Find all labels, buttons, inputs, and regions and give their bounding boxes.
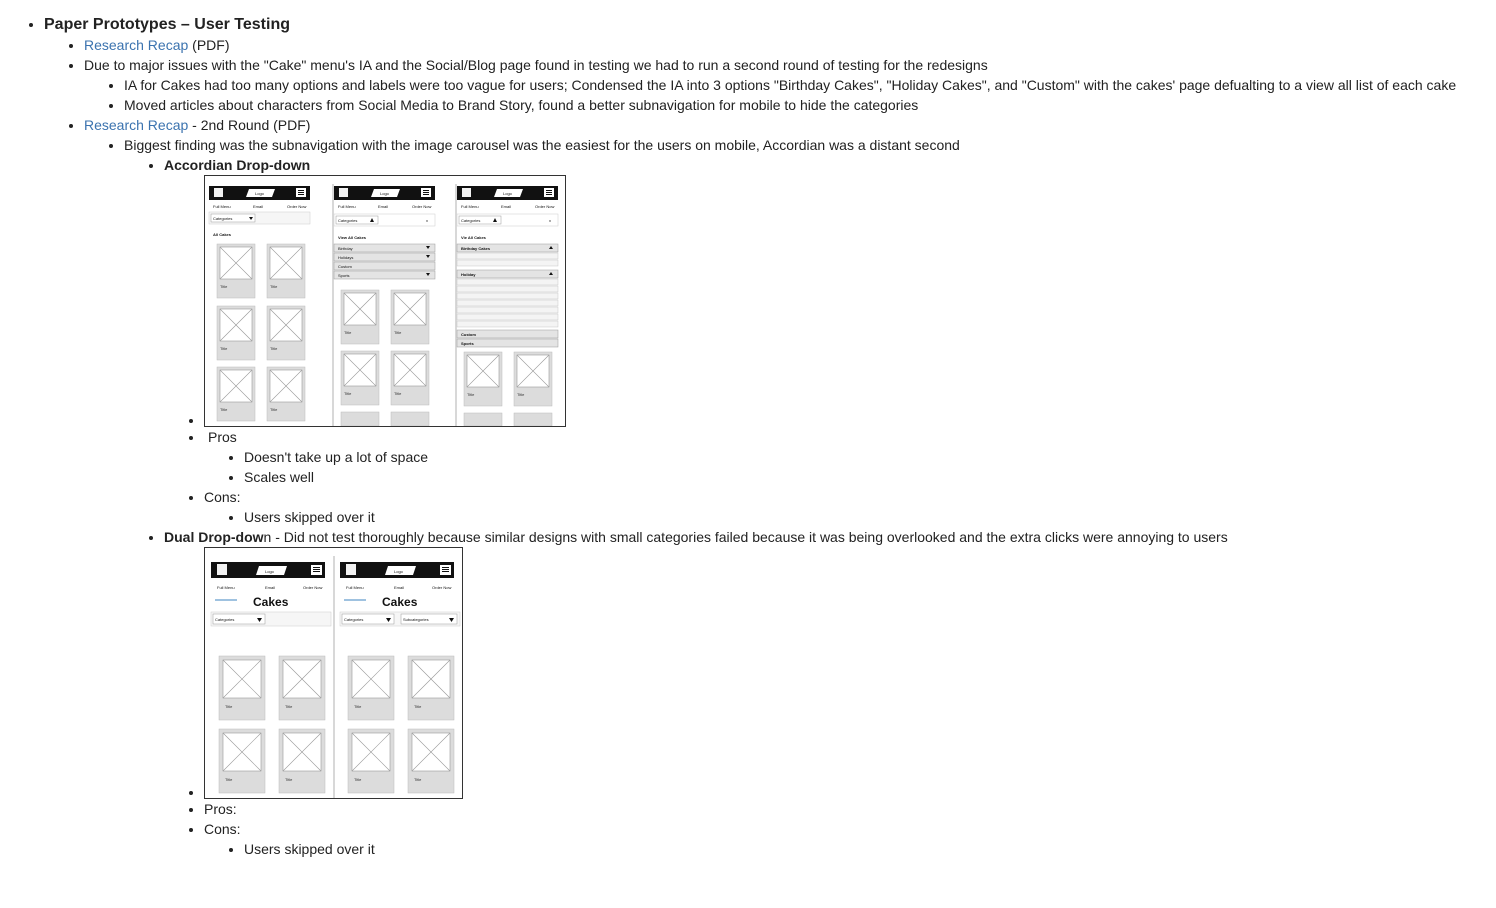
research-recap-2-suffix: - 2nd Round (PDF) [188, 117, 311, 133]
email-label: Email [265, 585, 276, 590]
list-item-research-recap [84, 35, 1496, 55]
research-recap-suffix: (PDF) [188, 37, 230, 53]
logo-label: • Logo [255, 191, 264, 196]
view-all-cakes-label: View All Cakes [338, 235, 367, 240]
item-title-label: Title [220, 284, 228, 289]
full-menu-label: Full Menu [213, 204, 231, 209]
dual-dropdown-list [0, 527, 1496, 859]
categories-label: Categories [215, 617, 235, 622]
sports-label: Sports [338, 273, 350, 278]
list-item-accordion-image [204, 175, 1496, 427]
logo-label: • Logo [265, 569, 274, 574]
dual-wireframe-svg [205, 548, 462, 798]
email-label: Email [394, 585, 405, 590]
list-item-dual-image [204, 547, 1496, 799]
categories-label: Categories [344, 617, 364, 622]
item-title-label: Title [344, 330, 352, 335]
dual-title-rest: n - Did not test thoroughly because similar designs with small categories failed because it was being overlooked and the extra clicks were annoying to users [263, 529, 1228, 545]
accordion-wireframe-image[interactable] [204, 175, 566, 427]
holidays-label: Holidays [338, 255, 354, 260]
cakes-heading: Cakes [253, 595, 289, 609]
categories-label: Categories [213, 216, 233, 221]
item-title-label: Title [467, 392, 475, 397]
logo-label: Logo [380, 191, 389, 196]
list-item-accordion-cons [204, 487, 1496, 527]
logo-label: Logo [394, 569, 403, 574]
list-item: • Scales well [244, 467, 1496, 487]
holiday-label: Holiday [461, 272, 476, 277]
email-label: Email [501, 204, 512, 209]
item-title-label: Title [270, 407, 278, 412]
item-title-label: Title [354, 777, 362, 782]
section-title: Paper Prototypes – User Testing [44, 16, 290, 33]
list-item-dual-cons [204, 819, 1496, 859]
item-title-label: Title [414, 777, 422, 782]
order-now-label: Order Now [432, 585, 452, 590]
custom-label: Custom [338, 264, 352, 269]
item-title-label: Title [270, 346, 278, 351]
accordion-title: Accordian Drop-down [164, 157, 311, 173]
list-item-research-recap-2 [84, 115, 1496, 527]
dual-cons-list [204, 839, 1496, 859]
custom-label: Custom [461, 332, 476, 337]
item-title-label: Title [414, 704, 422, 709]
finding-text: Biggest finding was the subnavigation with the image carousel was the easiest for the users on mobile, Accordian was a distant second [124, 137, 960, 153]
list-item-accordion-pros [204, 427, 1496, 487]
cakes-heading: Cakes [382, 595, 418, 609]
email-label: Email [378, 204, 389, 209]
list-item: • Doesn't take up a lot of space [244, 447, 1496, 467]
list-item-major-issues [84, 55, 1496, 115]
item-title-label: Title [517, 392, 525, 397]
accordion-details [164, 175, 1496, 527]
list-item: • IA for Cakes had too many options and labels were too vague for users; Condensed the IA into 3 options "Birthday Cakes", "Holiday Cakes", and "Custom" with the cakes' page defualting to a view all list of each cake [124, 75, 1496, 95]
cons-label: Cons: [204, 821, 241, 837]
email-label: Email [253, 204, 264, 209]
full-menu-label: Full Menu [217, 585, 235, 590]
list-item: • Users skipped over it [244, 507, 1496, 527]
nav-options-list [124, 155, 1496, 527]
document-outline [0, 14, 1496, 527]
categories-label: Categories [461, 218, 481, 223]
major-issues-subs [84, 75, 1496, 115]
svg-text:x: x [549, 218, 551, 223]
section-paper-prototypes [44, 14, 1496, 527]
order-now-label: Order Now [412, 204, 432, 209]
item-title-label: Title [270, 284, 278, 289]
accordion-cons-list [204, 507, 1496, 527]
item-title-label: Title [394, 391, 402, 396]
order-now-label: Order Now [287, 204, 307, 209]
list-item: • Moved articles about characters from Social Media to Brand Story, found a better subnavigation for mobile to hide the categories [124, 95, 1496, 115]
item-title-label: Title [220, 346, 228, 351]
dual-details [164, 547, 1496, 859]
item-title-label: Title [354, 704, 362, 709]
birthday-cakes-label: Birthday Cakes [461, 246, 491, 251]
research-recap-2-link[interactable]: Research Recap [84, 117, 189, 133]
item-title-label: Title [285, 704, 293, 709]
list-item-accordion [164, 155, 1496, 527]
item-title-label: Title [394, 330, 402, 335]
order-now-label: Order Now [535, 204, 555, 209]
item-title-label: Title [225, 704, 233, 709]
full-menu-label: Full Menu [338, 204, 356, 209]
item-title-label: Title [344, 391, 352, 396]
full-menu-label: Full Menu [346, 585, 364, 590]
cons-label: Cons: [204, 489, 241, 505]
finding-list [84, 135, 1496, 527]
item-title-label: Title [225, 777, 233, 782]
pros-label: Pros: [204, 801, 237, 817]
sports-label: Sports [461, 341, 474, 346]
pros-label: Pros [208, 429, 237, 445]
order-now-label: Order Now [303, 585, 323, 590]
list-item-finding [124, 135, 1496, 527]
subcategories-label: Subcategories [403, 617, 429, 622]
dual-wireframe-image[interactable] [204, 547, 463, 799]
research-recap-link[interactable]: Research Recap [84, 37, 189, 53]
list-item: • Users skipped over it [244, 839, 1496, 859]
list-item-dual-pros [204, 799, 1496, 819]
birthday-label: Birthday [338, 246, 353, 251]
logo-label: Logo [503, 191, 512, 196]
accordion-wireframe-svg [205, 176, 565, 426]
major-issues-text: Due to major issues with the "Cake" menu's IA and the Social/Blog page found in testing we had to run a second round of testing for the redesigns [84, 57, 988, 73]
list-item-dual-dropdown [164, 527, 1496, 859]
item-title-label: Title [285, 777, 293, 782]
section-items [44, 35, 1496, 527]
svg-text:x: x [426, 218, 428, 223]
full-menu-label: Full Menu [461, 204, 479, 209]
item-title-label: Title [220, 407, 228, 412]
categories-label: Categories [338, 218, 358, 223]
all-cakes-label: All Cakes [213, 232, 232, 237]
vie-all-cakes-label: Vie All Cakes [461, 235, 486, 240]
dual-title-bold: Dual Drop-dow [164, 529, 264, 545]
accordion-pros-list [204, 447, 1496, 487]
